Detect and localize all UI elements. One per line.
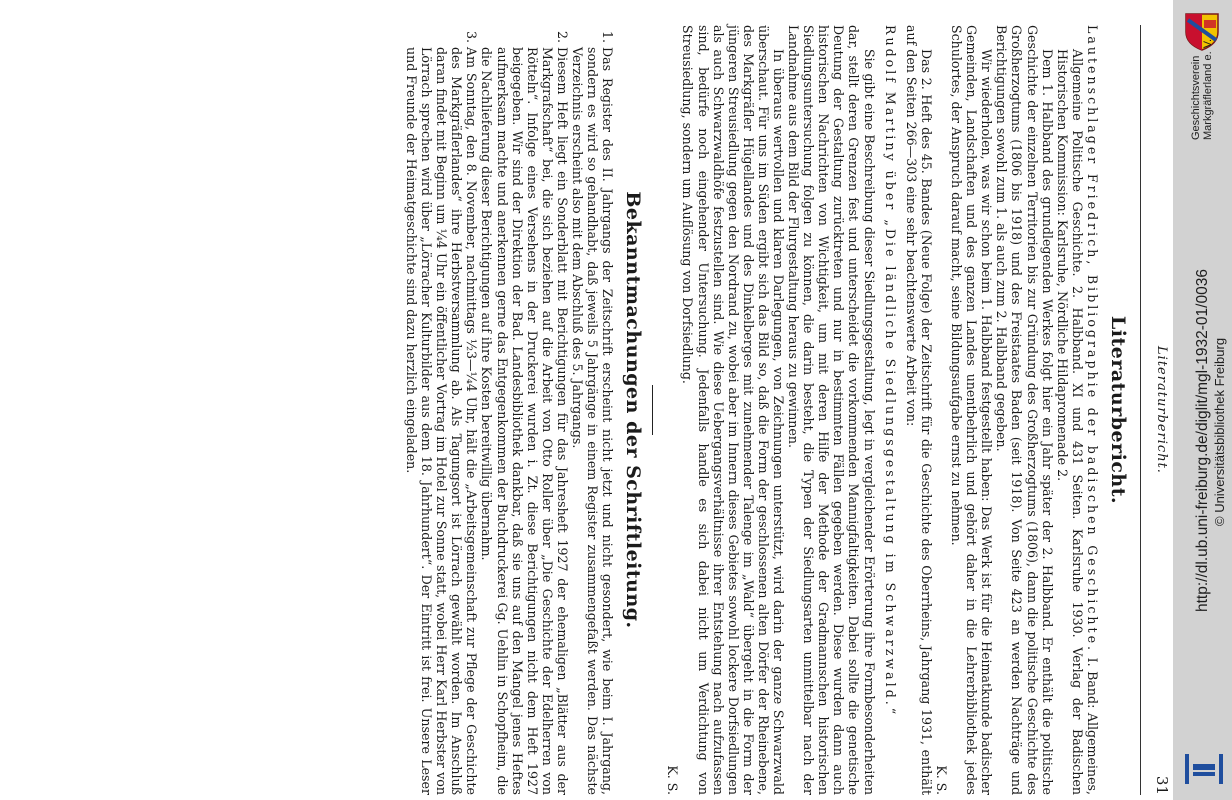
announcement-list [404, 25, 615, 795]
entry-1 [1055, 25, 1100, 795]
signature-2: K. S. [665, 765, 681, 795]
verein-line-2: Markgräflerland e. V. [1202, 38, 1214, 140]
verein-label [1190, 39, 1214, 140]
source-url[interactable]: http://dl.ub.uni-freiburg.de/diglit/mgl-1932-01/0036 [1194, 269, 1211, 612]
entry-3-author: Rudolf Martiny über „Die ländliche Siedlungsgestaltung im Schwarzwald.“ [882, 25, 898, 718]
verein-line-1: Geschichtsverein [1190, 55, 1202, 140]
running-header [1140, 25, 1171, 795]
entry-1-paragraph-3: Wir wiederholen, was wir schon beim 1. Halbband festgestellt haben: Das Werk ist für die Heimatkunde badischer Gemeinden, Landschaften und des ganzen Landes unentbehrlich und gehört daher in die Lehrerbibliothek jedes Schulortes, der Anspruch darauf macht, seine Bildungsaufgabe ernst zu nehmen. [949, 25, 995, 795]
entry-1-author: Lautenschlager Friedrich, Bibliographie der badischen Geschichte. [1084, 25, 1100, 654]
entry-3-paragraph-2: In überaus wertvollen und klaren Darlegungen, von Zeichnungen unterstützt, wird darin der ganze Schwarzwald überschaut. Für uns im Süden ergibt sich das Bild so, daß die Form der geschlossenen alten Dörfer der Rheinebene, des Markgräfler Hügellandes und des Dinkelberges mit zunehmender Talenge im „Wald“ übergeht in die Form der jüngeren Streusiedlung gegen den Nordrand zu, wobei aber im Innern dieses Gebietes sowohl lockere Dorfsiedlungen als auch Schwarzwaldhöfe festzustellen sind. Wie diese Uebergangsverhältnisse ihrer Entstehung nach aufzufassen sind, bedürfe noch eingehender Untersuchung. Jedenfalls handle es sich dabei nicht um Verdichtung von Streusiedlung, sondern um Auflösung von Dorfsiedlung. [680, 25, 787, 795]
entry-2: Das 2. Heft des 45. Bandes (Neue Folge) der Zeitschrift für die Geschichte des Oberrheins, Jahrgang 1931, enthält auf den Seiten 266—303 eine sehr beachtenswerte Arbeit von: [903, 25, 934, 795]
scanned-page [11, 15, 1171, 800]
section-divider [652, 385, 653, 435]
page-number: 31 [1153, 775, 1171, 795]
list-item: 3. Am Sonntag, den 8. November, nachmittags ½3—¼4 Uhr, hält die „Arbeitsgemeinschaft zur Pflege der Geschichte des Markgräflerlandes“ ihre Herbstversammlung ab. Als Tagungsort ist Lörrach gewählt worden. Im Anschluß daran findet mit Beginn um ¼4 Uhr ein öffentlicher Vortrag im Hotel zur Sonne statt, wobei Herr Karl Herbster von Lörrach sprechen wird über „Lörracher Kulturbilder aus dem 18. Jahrhundert“. Der Eintritt ist frei. Unsere Leser und Freunde der Heimatgeschichte sind dazu herzlich eingeladen. [404, 47, 479, 795]
section-heading-bekanntmachungen: Bekanntmachungen der Schriftleitung. [622, 191, 645, 629]
dl-logo-icon[interactable] [1183, 748, 1225, 790]
entry-1-paragraph-2: Dem 1. Halbband des grundlegenden Werkes folgt hier ein Jahr später der 2. Halbband. Er enthält die politische Geschichte der einzelnen Territorien bis zur Gründung des Großherzogtums (1806), dann die politische Geschichte des Großherzogtums (1806 bis 1918) und des Freistaates Baden (seit 1918). Von Seite 423 an werden Nachträge und Berichtigungen sowohl zum 1. als auch zum 2. Halbband gegeben. [994, 25, 1055, 795]
page-body [403, 25, 1129, 796]
running-head-title: Literaturbericht. [1154, 346, 1169, 474]
list-item: 2. Diesem Heft liegt ein Sonderblatt mit Berichtigungen für das Jahresheft 1927 der ehemaligen „Blätter aus der Markgrafschaft“ bei, die sich beziehen auf die Arbeit von Otto Roller über „Die Geschichte der Edelherren von Rötteln“. Infolge eines Versehens in der Druckerei wurden i. Zt. diese Berichtigungen nicht dem Heft 1927 beigegeben. Wir sind der Direktion der Bad. Landesbibliothek dankbar, daß sie uns auf den Mangel jenes Heftes aufmerksam machte und anerkennen gerne das Entgegenkommen der Buchdruckerei Gg. Uehlin in Schopfheim, die die Nachlieferung dieser Berichtigungen auf ihre Kosten bereitwillig übernahm. [479, 47, 570, 795]
list-item: 1. Das Register des II. Jahrgangs der Zeitschrift erscheint nicht jetzt und nicht gesondert, wie beim I. Jahrgang, sondern es wird so gehandhabt, daß jeweils 5 Jahrgänge in einem Register zusammengefaßt werden. Das nächste Verzeichnis erscheint also mit dem Abschluß des 5. Jahrgangs. [570, 47, 615, 795]
entry-3-paragraph-1: Sie gibt eine Beschreibung dieser Siedlungsgestaltung, legt in vergleichender Erörterung ihre Formbesonderheiten dar, stellt deren Grenzen fest und unterscheidet die vorkommenden Mannigfaltigkeiten. Dabei sollte die genetische Deutung der Gestaltung zurücktreten und nur in bestimmten Fällen gegeben werden. Diese wurden dann auch historischen Nachrichten von Wichtigkeit, um mit deren Hilfe der Methode der Gradmannschen historischen Siedlungsuntersuchung folgen zu können, die darin besteht, die Typen der Siedlungsarten unmittelbar nach der Landnahme aus dem Bild der Flurgestaltung heraus zu gewinnen. [786, 25, 877, 795]
signature: K. S. [933, 765, 949, 795]
section-heading-literatur: Literaturbericht. [1107, 315, 1129, 505]
copyright-text: © Universitätsbibliothek Freiburg [1212, 337, 1227, 526]
entry-1-text: I. Band: Allgemeines, Allgemeine Politische Geschichte. 2. Halbband. XI und 431 Seiten. Karlsruhe 1930. Verlag der Badischen Historischen Kommission: Karlsruhe, Nördliche Hildapromenade 2. [1054, 49, 1100, 796]
